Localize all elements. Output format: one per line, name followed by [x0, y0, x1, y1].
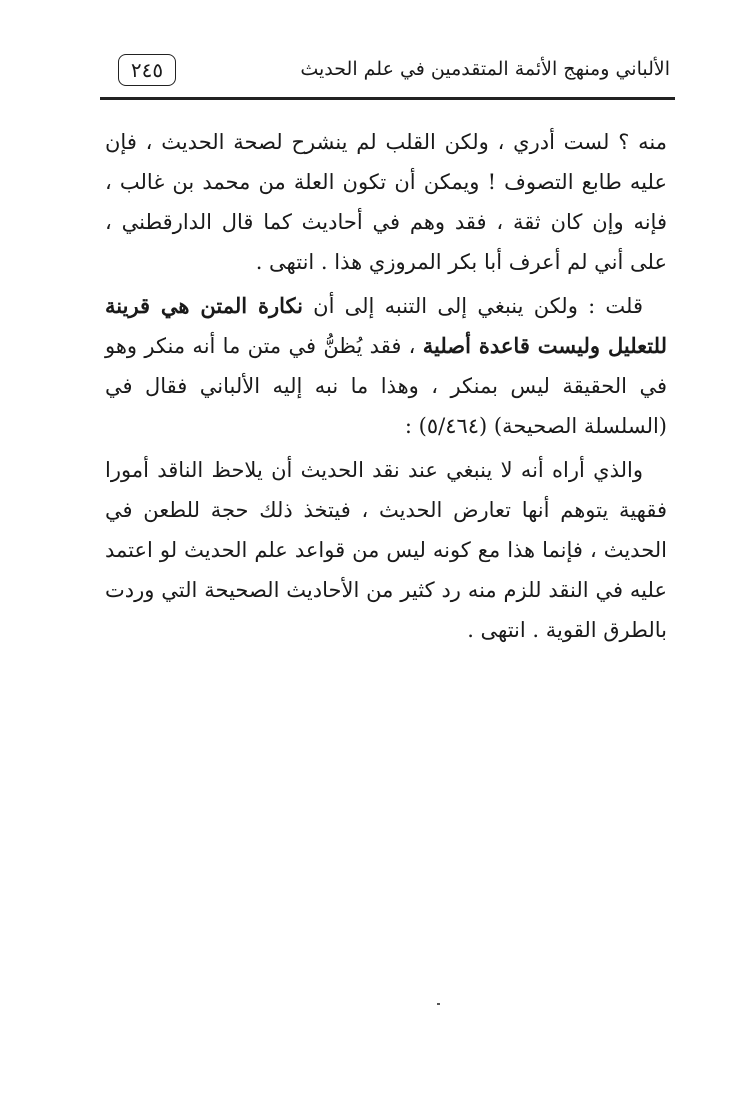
paragraph-3: والذي أراه أنه لا ينبغي عند نقد الحديث أن يلاحظ الناقد أمورا فقهية يتوهم أنها تعارض الحديث ، فيتخذ ذلك حجة للطعن في الحديث ، فإنما هذا مع كونه ليس من قواعد علم الحديث لو اعتمد عليه في النقد للزم منه رد كثير من الأحاديث الصحيحة التي وردت بالطرق القوية . انتهى .: [105, 458, 667, 642]
paragraph-2-text-end: ، فقد يُظنُّ في متن ما أنه منكر وهو في الحقيقة ليس بمنكر ، وهذا ما نبه إليه الألباني فقال في (السلسلة الصحيحة) (٥/٤٦٤) :: [105, 334, 667, 438]
body-text: [105, 122, 667, 650]
running-title: الألباني ومنهج الأئمة المتقدمين في علم الحديث: [300, 58, 670, 80]
page-header: [100, 52, 670, 96]
paragraph-2-text-start: قلت : ولكن ينبغي إلى التنبه إلى أن: [302, 294, 643, 318]
paragraph-2: [105, 286, 667, 446]
header-rule: [100, 97, 675, 100]
page-number: ٢٤٥: [118, 54, 176, 86]
paragraph-2-bold-phrase: نكارة المتن هي قرينة للتعليل وليست قاعدة أصلية: [105, 293, 667, 358]
page-speck: [437, 1003, 440, 1005]
paragraph-1: منه ؟ لست أدري ، ولكن القلب لم ينشرح لصحة الحديث ، فإن عليه طابع التصوف ! ويمكن أن تكون العلة من محمد بن غالب ، فإنه وإن كان ثقة ، فقد وهم في أحاديث كما قال الدارقطني ، على أني لم أعرف أبا بكر المروزي هذا . انتهى .: [105, 130, 667, 274]
